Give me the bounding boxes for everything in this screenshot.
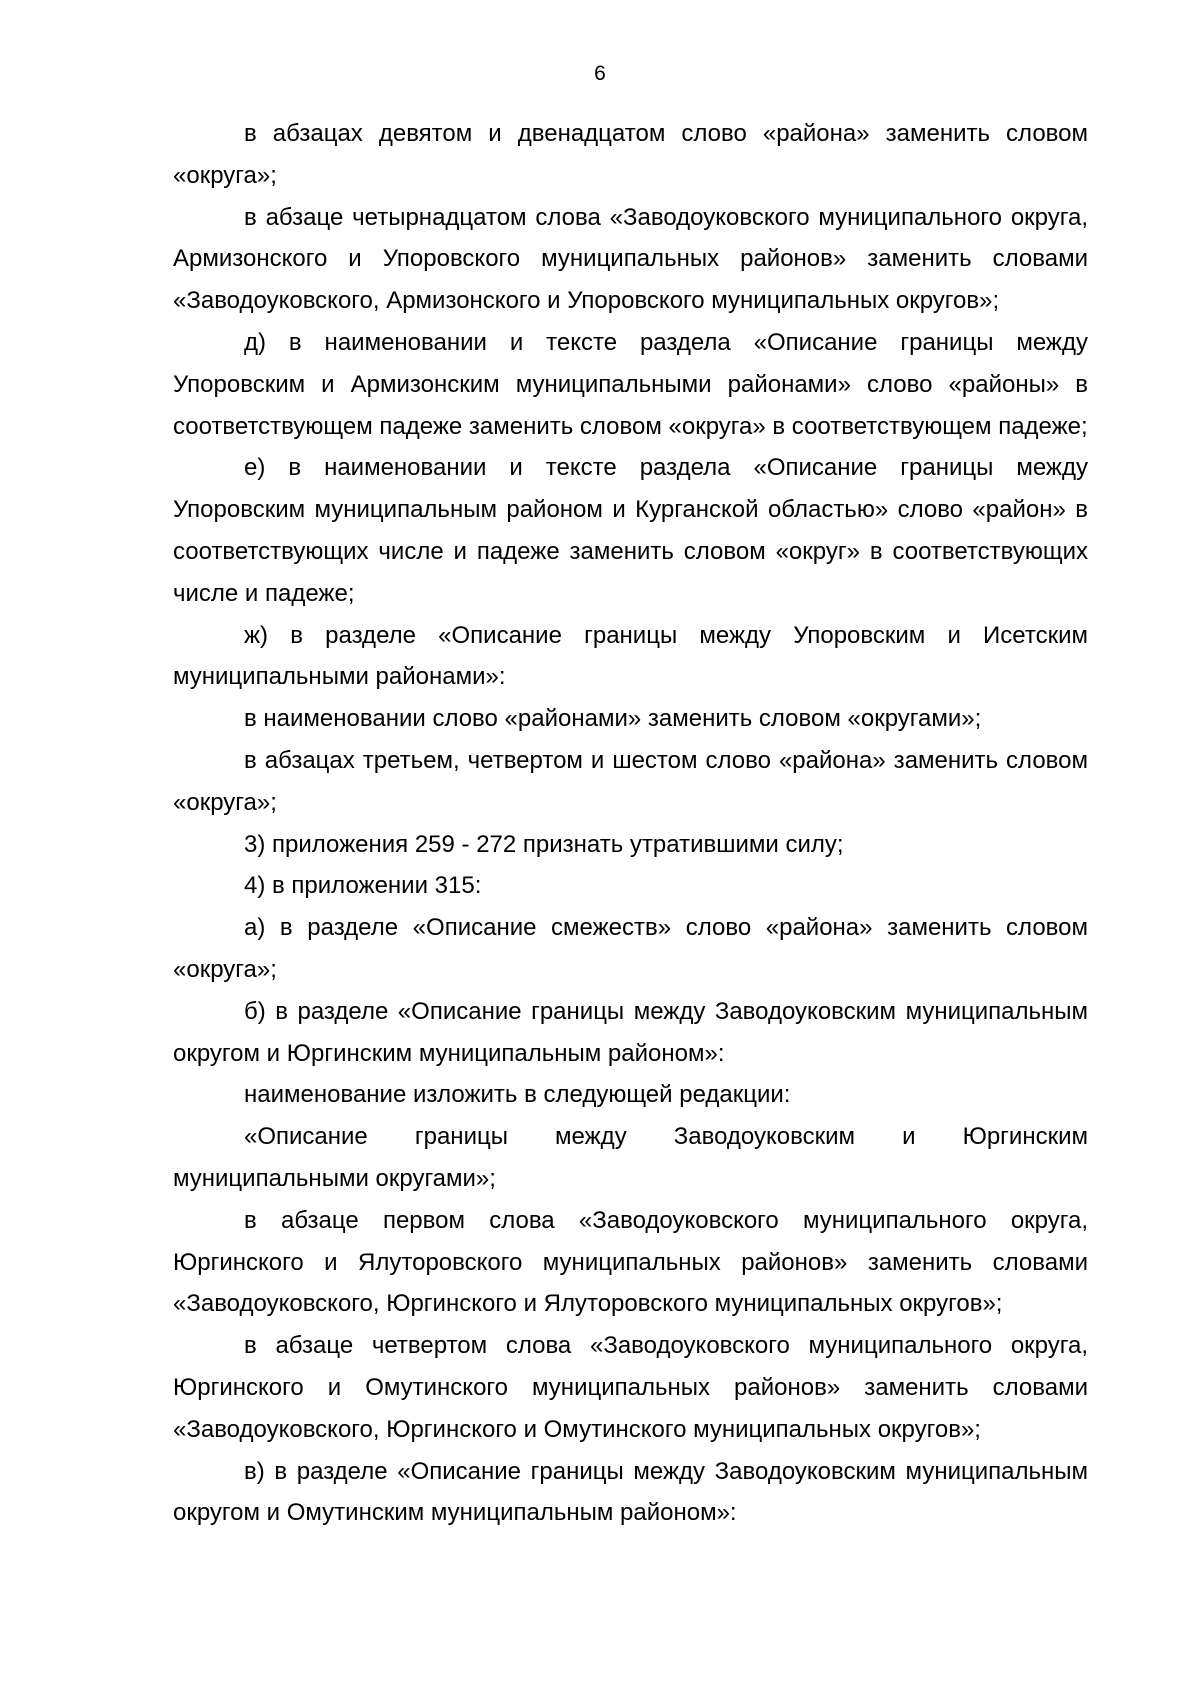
paragraph: в абзаце четырнадцатом слова «Заводоуковского муниципального округа, Армизонского и Упоровского муниципальных районов» заменить словами «Заводоуковского, Армизонского и Упоровского муниципальных округов»;: [173, 203, 1088, 315]
paragraph: а) в разделе «Описание смежеств» слово «района» заменить словом «округа»;: [173, 914, 1088, 983]
paragraph: в абзацах девятом и двенадцатом слово «района» заменить словом «округа»;: [173, 120, 1088, 189]
paragraph: 3) приложения 259 - 272 признать утратившими силу;: [244, 830, 844, 858]
document-body: [173, 113, 1088, 1534]
paragraph: в) в разделе «Описание границы между Заводоуковским муниципальным округом и Омутинским муниципальным районом»:: [173, 1457, 1088, 1527]
paragraph: е) в наименовании и тексте раздела «Описание границы между Упоровским муниципальным районом и Курганской областью» слово «район» в соответствующих числе и падеже заменить словом «округ» в соответствующих числе и падеже;: [173, 454, 1088, 607]
paragraph: ж) в разделе «Описание границы между Упоровским и Исетским муниципальными районами»:: [173, 621, 1088, 691]
paragraph: «Описание границы между Заводоуковским и Юргинским муниципальными округами»;: [173, 1123, 1088, 1192]
paragraph: в абзаце первом слова «Заводоуковского муниципального округа, Юргинского и Ялуторовского муниципальных районов» заменить словами «Заводоуковского, Юргинского и Ялуторовского муниципальных округов»;: [173, 1206, 1088, 1318]
paragraph: в наименовании слово «районами» заменить словом «округами»;: [244, 705, 982, 733]
paragraph: в абзаце четвертом слова «Заводоуковского муниципального округа, Юргинского и Омутинского муниципальных районов» заменить словами «Заводоуковского, Юргинского и Омутинского муниципальных округов»;: [173, 1332, 1088, 1443]
paragraph: б) в разделе «Описание границы между Заводоуковским муниципальным округом и Юргинским муниципальным районом»:: [173, 997, 1088, 1067]
paragraph: д) в наименовании и тексте раздела «Описание границы между Упоровским и Армизонским муниципальными районами» слово «районы» в соответствующем падеже заменить словом «округа» в соответствующем падеже;: [173, 328, 1088, 440]
paragraph: в абзацах третьем, четвертом и шестом слово «района» заменить словом «округа»;: [173, 746, 1088, 816]
page-number: 6: [594, 62, 606, 85]
paragraph: 4) в приложении 315:: [244, 872, 482, 900]
paragraph: наименование изложить в следующей редакции:: [244, 1081, 791, 1109]
